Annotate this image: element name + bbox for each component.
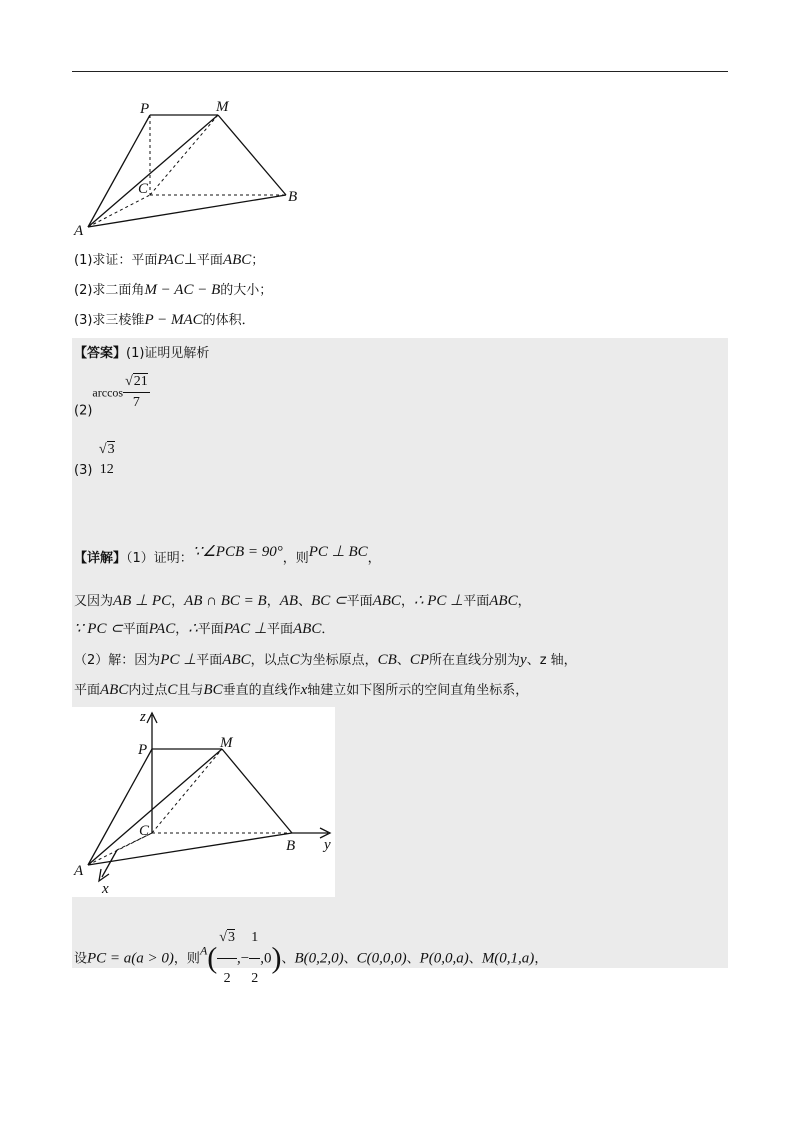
answer-part-1: 【答案】(1)证明见解析 [74,346,210,361]
label-P: P [140,101,150,117]
label-P: P [138,742,148,758]
detail-line-4: （2）解：因为PC ⊥平面ABC，以点C为坐标原点，CB、CP所在直线分别为y、z 轴， [74,652,577,668]
pyramid-figure-1 [72,95,312,245]
label-A: A [74,863,84,879]
detail-line-1: 【详解】（1）证明：∵∠PCB = 90°，则PC ⊥ BC， [74,544,381,566]
label-B: B [288,189,298,205]
axis-label-x: x [102,881,109,897]
question-1: (1)求证：平面PAC⊥平面ABC； [74,252,265,268]
label-C: C [139,823,150,839]
answer-part-2: (2)arccos $\frac{√21}{7}$ [74,374,148,419]
header-rule [72,71,728,72]
label-A: A [74,223,84,239]
label-B: B [286,838,296,854]
pyramid-figure-2-with-axes [72,707,335,897]
axis-label-z: z [140,709,146,725]
detail-line-3: ∵ PC ⊂平面PAC，∴平面PAC ⊥平面ABC． [74,621,335,637]
detail-line-6-coordinates: 设PC = a(a > 0)，则A( $\frac{√3}{2}$ ,− $\frac{1}{2}$ ,0)、B(0,2,0)、C(0,0,0)、P(0,0,a)、M(0,1,a)， [74,918,547,999]
question-3: (3)求三棱锥P − MAC的体积． [74,312,255,328]
label-C: C [138,181,149,197]
question-2: (2)求二面角M − AC − B的大小； [74,282,273,298]
label-M: M [220,735,233,751]
answer-part-3: (3) √3 12 [74,442,115,478]
axis-label-y: y [324,837,331,853]
detail-line-5: 平面ABC内过点C且与BC垂直的直线作x轴建立如下图所示的空间直角坐标系， [74,682,529,698]
label-M: M [216,99,229,115]
detail-line-2: 又因为AB ⊥ PC，AB ∩ BC = B，AB、BC ⊂平面ABC，∴ PC ⊥平面ABC， [74,593,531,609]
